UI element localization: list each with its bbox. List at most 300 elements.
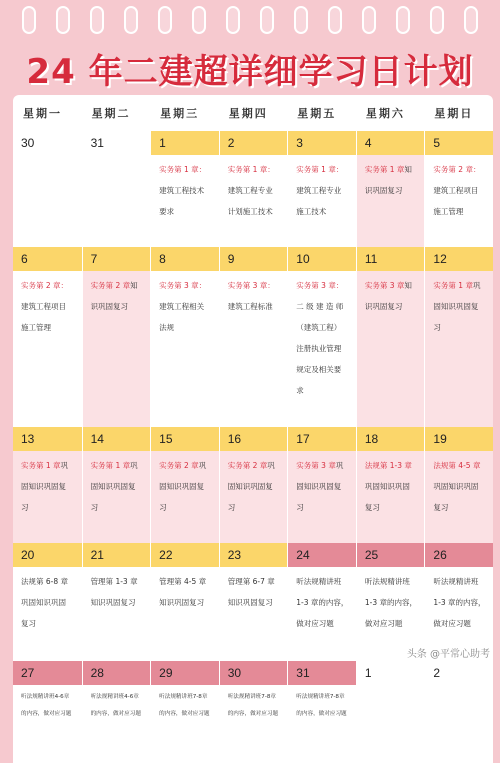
task-detail: 施工管理 — [433, 207, 464, 216]
task-line — [296, 592, 350, 613]
task-line — [228, 275, 282, 296]
task-detail: 法规 — [159, 323, 175, 332]
task-detail: 知识巩固复习 — [227, 598, 273, 607]
task-detail: 固知识巩固复 — [296, 482, 342, 491]
day-cell[interactable] — [356, 543, 425, 661]
task-line — [365, 497, 419, 518]
subject-label: 实务第 2 章 — [227, 461, 268, 470]
task-detail: 巩固知识巩固 — [433, 482, 479, 491]
task-detail: 固知识巩固复 — [90, 482, 136, 491]
task-line — [91, 296, 145, 317]
task-text — [357, 271, 425, 427]
task-detail: 建筑工程专业 — [227, 186, 273, 195]
day-cell[interactable] — [82, 427, 151, 543]
day-number: 30 — [13, 131, 82, 155]
task-detail: 规定及相关要 — [296, 365, 342, 374]
task-line — [21, 613, 76, 634]
day-cell[interactable] — [13, 661, 82, 763]
day-number: 13 — [13, 427, 82, 451]
binder-ring — [362, 6, 376, 34]
task-text — [13, 451, 82, 543]
day-cell[interactable] — [287, 427, 356, 543]
task-text — [288, 685, 356, 763]
subject-label: 法规第 4-5 章 — [433, 461, 481, 470]
calendar-week — [13, 131, 493, 247]
task-text — [151, 567, 219, 661]
task-line — [296, 497, 350, 518]
task-line — [296, 380, 350, 401]
subject-label: 法规第 1-3 章 — [364, 461, 412, 470]
day-number: 31 — [288, 661, 356, 685]
task-line — [91, 275, 145, 296]
task-line — [228, 296, 282, 317]
subject-label: 实务第 2 章 — [90, 281, 131, 290]
task-detail: 知识巩固复习 — [159, 598, 205, 607]
task-detail: 建筑工程专业 — [296, 186, 342, 195]
weekday-label: 星期二 — [91, 107, 131, 120]
task-detail: 巩 — [335, 461, 344, 470]
binder-ring — [158, 6, 172, 34]
subject-label: 实务第 3 章： — [227, 281, 275, 290]
task-line — [433, 613, 487, 634]
task-line — [433, 476, 487, 497]
task-detail: 听法规精讲班7-8章 — [227, 694, 276, 700]
day-number: 16 — [220, 427, 288, 451]
task-line — [365, 296, 419, 317]
task-line — [159, 497, 213, 518]
weekday-label: 星期日 — [434, 107, 474, 120]
weekday-label: 星期四 — [228, 107, 268, 120]
day-cell[interactable] — [356, 427, 425, 543]
day-number: 25 — [357, 543, 425, 567]
task-line — [365, 180, 419, 201]
subject-label: 实务第 3 章： — [296, 281, 344, 290]
task-line — [433, 497, 487, 518]
binder-ring — [464, 6, 478, 34]
task-detail: 注册执业管理 — [296, 344, 342, 353]
day-cell[interactable] — [13, 543, 82, 661]
day-cell[interactable] — [356, 247, 425, 427]
task-detail: 巩固知识巩固 — [21, 598, 66, 607]
subject-label: 实务第 2 章： — [21, 281, 69, 290]
calendar-week — [13, 427, 493, 543]
day-number: 20 — [13, 543, 82, 567]
day-number: 27 — [13, 661, 82, 685]
task-line — [159, 476, 213, 497]
calendar-week — [13, 661, 493, 763]
calendar-grid — [13, 131, 493, 763]
day-number: 31 — [83, 131, 151, 155]
task-detail: 知 — [404, 165, 412, 174]
day-number: 17 — [288, 427, 356, 451]
task-line — [365, 455, 419, 476]
task-text — [425, 155, 493, 247]
binder-ring — [260, 6, 274, 34]
task-line — [21, 275, 76, 296]
task-detail: 复习 — [433, 503, 449, 512]
task-detail: 习 — [227, 503, 236, 512]
day-number: 7 — [83, 247, 151, 271]
task-line — [228, 592, 282, 613]
day-number: 30 — [220, 661, 288, 685]
day-number: 2 — [425, 661, 493, 685]
task-line — [91, 497, 145, 518]
calendar-week — [13, 543, 493, 661]
binder-ring — [56, 6, 70, 34]
weekday-label: 星期六 — [365, 107, 405, 120]
binder-ring — [22, 6, 36, 34]
task-line — [433, 571, 487, 592]
weekday-label: 星期三 — [160, 107, 200, 120]
day-cell[interactable] — [82, 661, 151, 763]
subject-label: 实务第 2 章： — [433, 165, 481, 174]
day-number: 9 — [220, 247, 288, 271]
task-line — [91, 455, 145, 476]
calendar-week — [13, 247, 493, 427]
day-number: 18 — [357, 427, 425, 451]
task-line — [228, 455, 282, 476]
day-cell[interactable] — [219, 427, 288, 543]
task-line — [433, 455, 487, 476]
day-number: 14 — [83, 427, 151, 451]
day-cell[interactable] — [424, 131, 493, 247]
day-number: 5 — [425, 131, 493, 155]
task-text — [13, 155, 82, 247]
day-cell[interactable] — [356, 131, 425, 247]
task-line — [296, 706, 350, 723]
calendar-sheet — [13, 95, 493, 717]
day-cell[interactable] — [150, 427, 219, 543]
day-number: 4 — [357, 131, 425, 155]
task-line — [296, 338, 350, 359]
task-line — [433, 159, 487, 180]
task-detail: 管理第 1-3 章 — [90, 577, 138, 586]
task-line — [228, 706, 282, 723]
task-detail: 识巩固复习 — [364, 186, 403, 195]
task-detail: 要求 — [159, 207, 175, 216]
task-detail: 知 — [130, 281, 138, 290]
weekday-label: 星期五 — [297, 107, 337, 120]
day-number: 6 — [13, 247, 82, 271]
day-cell[interactable] — [82, 543, 151, 661]
subject-label: 实务第 1 章 — [364, 165, 405, 174]
task-detail: 二 级 建 造 师 — [296, 302, 344, 311]
binder-ring — [226, 6, 240, 34]
task-line — [296, 689, 350, 706]
day-cell[interactable] — [424, 661, 493, 763]
day-number: 22 — [151, 543, 219, 567]
task-text — [220, 685, 288, 763]
task-detail: 建筑工程标准 — [227, 302, 273, 311]
day-number: 1 — [357, 661, 425, 685]
task-line — [296, 476, 350, 497]
task-line — [228, 571, 282, 592]
task-line — [159, 592, 213, 613]
task-text — [357, 155, 425, 247]
task-line — [159, 180, 213, 201]
subject-label: 实务第 1 章： — [159, 165, 207, 174]
task-text — [425, 451, 493, 543]
task-line — [296, 180, 350, 201]
task-text — [13, 685, 82, 763]
task-detail: 做对应习题 — [364, 619, 403, 628]
task-line — [159, 275, 213, 296]
task-detail: 固知识巩固复 — [21, 482, 66, 491]
task-detail: 的内容，做对应习题 — [296, 711, 347, 717]
task-line — [91, 571, 145, 592]
task-text — [288, 155, 356, 247]
task-detail: 的内容，做对应习题 — [227, 711, 279, 717]
task-detail: 听法规精讲班 — [364, 577, 410, 586]
binder-rings — [0, 6, 500, 36]
task-line — [91, 689, 145, 706]
task-detail: 管理第 4-5 章 — [159, 577, 207, 586]
task-line — [433, 296, 487, 317]
task-detail: 建筑工程项目 — [21, 302, 66, 311]
binder-ring — [430, 6, 444, 34]
watermark: 头条 @平常心助考 — [406, 649, 490, 660]
task-line — [91, 592, 145, 613]
task-detail: 建筑工程相关 — [159, 302, 205, 311]
task-line — [433, 317, 487, 338]
subject-label: 实务第 2 章 — [159, 461, 199, 470]
task-text — [288, 567, 356, 661]
task-detail: 1-3 章的内容， — [364, 598, 417, 607]
task-detail: 的内容，做对应习题 — [21, 711, 72, 717]
binder-ring — [192, 6, 206, 34]
day-number: 11 — [357, 247, 425, 271]
task-text — [220, 451, 288, 543]
task-line — [91, 476, 145, 497]
binder-ring — [124, 6, 138, 34]
day-cell[interactable] — [150, 661, 219, 763]
task-detail: 听法规精讲班4-6章 — [21, 694, 70, 700]
task-detail: 建筑工程项目 — [433, 186, 479, 195]
task-text — [83, 271, 151, 427]
task-text — [220, 271, 288, 427]
day-number: 8 — [151, 247, 219, 271]
day-cell[interactable] — [13, 247, 82, 427]
day-number: 15 — [151, 427, 219, 451]
task-detail: 习 — [433, 323, 441, 332]
task-detail: 1-3 章的内容， — [296, 598, 349, 607]
task-text — [151, 271, 219, 427]
task-line — [21, 592, 76, 613]
task-line — [91, 706, 145, 723]
task-detail: 巩 — [198, 461, 207, 470]
day-cell[interactable] — [219, 661, 288, 763]
task-detail: 管理第 6-7 章 — [227, 577, 275, 586]
task-detail: 听法规精讲班 — [296, 577, 342, 586]
day-number: 24 — [288, 543, 356, 567]
task-line — [296, 296, 350, 317]
day-number: 12 — [425, 247, 493, 271]
binder-ring — [396, 6, 410, 34]
task-line — [228, 689, 282, 706]
task-text — [83, 567, 151, 661]
task-line — [296, 201, 350, 222]
task-detail: 做对应习题 — [433, 619, 471, 628]
task-text — [151, 451, 219, 543]
task-line — [228, 159, 282, 180]
task-detail: 施工技术 — [296, 207, 327, 216]
task-detail: 做对应习题 — [296, 619, 334, 628]
task-line — [21, 476, 76, 497]
day-cell[interactable] — [219, 543, 288, 661]
subject-label: 实务第 1 章： — [296, 165, 344, 174]
task-detail: 固知识巩固复 — [227, 482, 273, 491]
day-number: 10 — [288, 247, 356, 271]
day-cell[interactable] — [287, 543, 356, 661]
task-line — [296, 317, 350, 338]
day-cell[interactable] — [150, 543, 219, 661]
task-detail: 听法规精讲班7-8章 — [296, 694, 345, 700]
day-number: 23 — [220, 543, 288, 567]
task-line — [228, 201, 282, 222]
task-line — [296, 455, 350, 476]
task-line — [159, 571, 213, 592]
day-number: 21 — [83, 543, 151, 567]
task-text — [83, 155, 151, 247]
task-detail: 知识巩固复习 — [90, 598, 136, 607]
task-detail: （建筑工程） — [296, 323, 342, 332]
subject-label: 实务第 1 章： — [227, 165, 275, 174]
task-text — [425, 685, 493, 763]
task-line — [21, 296, 76, 317]
task-text — [13, 271, 82, 427]
day-cell[interactable] — [82, 247, 151, 427]
weekday-label: 星期一 — [23, 107, 62, 120]
subject-label: 实务第 1 章 — [433, 281, 473, 290]
task-line — [365, 571, 419, 592]
task-detail: 法规第 6-8 章 — [21, 577, 69, 586]
binder-ring — [294, 6, 308, 34]
task-detail: 求 — [296, 386, 304, 395]
task-detail: 习 — [21, 503, 29, 512]
subject-label: 实务第 1 章 — [21, 461, 61, 470]
task-line — [159, 689, 213, 706]
task-line — [21, 317, 76, 338]
task-line — [21, 706, 76, 723]
task-detail: 1-3 章的内容， — [433, 598, 486, 607]
task-detail: 习 — [159, 503, 167, 512]
day-cell[interactable] — [287, 131, 356, 247]
day-cell[interactable] — [150, 247, 219, 427]
task-detail: 的内容，做对应习题 — [90, 711, 141, 717]
task-text — [151, 685, 219, 763]
task-text — [151, 155, 219, 247]
day-cell[interactable] — [13, 131, 82, 247]
task-detail: 施工管理 — [21, 323, 51, 332]
task-line — [159, 296, 213, 317]
task-detail: 听法规精讲班7-8章 — [159, 694, 208, 700]
task-text — [288, 271, 356, 427]
task-line — [228, 476, 282, 497]
subject-label: 实务第 1 章 — [90, 461, 131, 470]
weekday-header — [13, 95, 493, 131]
task-line — [159, 706, 213, 723]
task-line — [228, 180, 282, 201]
subject-label: 实务第 3 章： — [159, 281, 207, 290]
day-cell[interactable] — [287, 247, 356, 427]
task-line — [21, 455, 76, 476]
day-number: 19 — [425, 427, 493, 451]
day-cell[interactable] — [219, 131, 288, 247]
task-line — [365, 592, 419, 613]
binder-ring — [328, 6, 342, 34]
day-cell[interactable] — [287, 661, 356, 763]
task-line — [159, 317, 213, 338]
task-detail: 巩 — [130, 461, 138, 470]
task-detail: 复习 — [21, 619, 36, 628]
task-detail: 习 — [90, 503, 99, 512]
task-detail: 听法规精讲班4-6章 — [90, 694, 139, 700]
task-line — [433, 180, 487, 201]
task-line — [296, 571, 350, 592]
task-line — [433, 592, 487, 613]
task-text — [288, 451, 356, 543]
task-detail: 固知识巩固复 — [159, 482, 205, 491]
day-number: 3 — [288, 131, 356, 155]
task-line — [159, 159, 213, 180]
task-detail: 巩固知识巩固 — [364, 482, 410, 491]
day-number: 29 — [151, 661, 219, 685]
day-number: 2 — [220, 131, 288, 155]
day-number: 26 — [425, 543, 493, 567]
task-line — [228, 497, 282, 518]
task-detail: 复习 — [364, 503, 380, 512]
task-detail: 识巩固复习 — [364, 302, 403, 311]
day-cell[interactable] — [424, 247, 493, 427]
task-detail: 习 — [296, 503, 304, 512]
task-text — [83, 685, 151, 763]
task-detail: 巩 — [267, 461, 275, 470]
task-detail: 计划施工技术 — [227, 207, 273, 216]
task-detail: 建筑工程技术 — [159, 186, 205, 195]
task-line — [159, 455, 213, 476]
day-cell[interactable] — [219, 247, 288, 427]
subject-label: 实务第 3 章 — [364, 281, 405, 290]
day-cell[interactable] — [424, 427, 493, 543]
task-line — [296, 159, 350, 180]
binder-ring — [90, 6, 104, 34]
subject-label: 实务第 3 章 — [296, 461, 336, 470]
day-cell[interactable] — [424, 543, 493, 661]
task-line — [365, 476, 419, 497]
day-cell[interactable] — [356, 661, 425, 763]
task-text — [357, 685, 425, 763]
day-cell[interactable] — [13, 427, 82, 543]
day-cell[interactable] — [150, 131, 219, 247]
day-number: 1 — [151, 131, 219, 155]
task-text — [83, 451, 151, 543]
task-text — [357, 451, 425, 543]
page-title: 24 年二建超详细学习日计划 — [26, 52, 474, 92]
task-line — [296, 359, 350, 380]
task-detail: 识巩固复习 — [90, 302, 129, 311]
task-detail: 听法规精讲班 — [433, 577, 479, 586]
task-line — [296, 613, 350, 634]
task-line — [365, 275, 419, 296]
day-cell[interactable] — [82, 131, 151, 247]
task-line — [21, 689, 76, 706]
task-line — [21, 497, 76, 518]
task-line — [433, 201, 487, 222]
day-number: 28 — [83, 661, 151, 685]
task-detail: 的内容，做对应习题 — [159, 711, 210, 717]
task-line — [365, 159, 419, 180]
task-line — [21, 571, 76, 592]
